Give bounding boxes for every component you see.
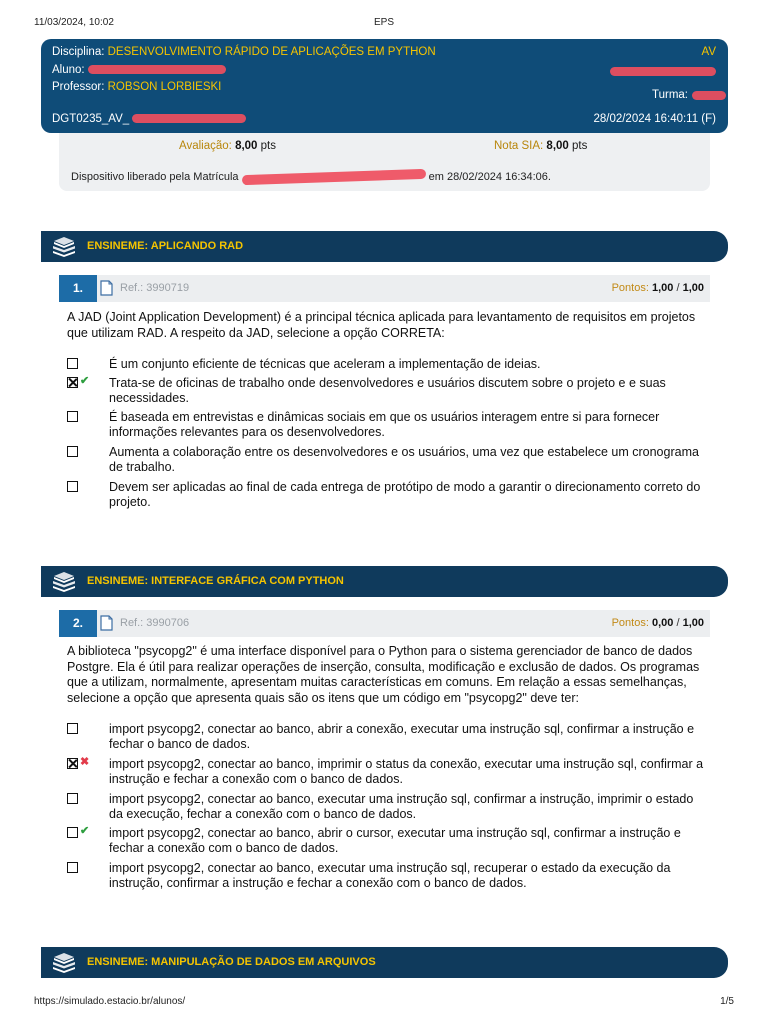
points-value: 1,00 <box>651 282 674 294</box>
exam-info-panel <box>41 39 728 133</box>
section-header <box>41 231 728 262</box>
points-value: 0,00 <box>651 617 674 629</box>
avaliacao-unit: pts <box>260 140 276 152</box>
books-icon <box>51 952 77 973</box>
question-points <box>612 617 704 629</box>
redaction-mark <box>241 169 425 185</box>
device-release-note <box>71 171 551 183</box>
question-points <box>612 282 704 294</box>
disciplina-row <box>52 46 436 58</box>
sia-score <box>494 140 587 152</box>
document-icon[interactable] <box>100 615 113 631</box>
professor-value: ROBSON LORBIESKI <box>107 81 222 93</box>
correct-check-icon: ✔ <box>80 825 90 837</box>
device-release-suffix: em 28/02/2024 16:34:06. <box>428 171 551 183</box>
avaliacao-score <box>179 140 276 152</box>
question-number: 1. <box>59 275 97 302</box>
codigo-row <box>52 113 246 125</box>
section-title: ENSINEME: APLICANDO RAD <box>87 240 244 252</box>
option-text: É um conjunto eficiente de técnicas que aceleram a implementação de ideias. <box>109 357 541 371</box>
question-text: A JAD (Joint Application Development) é a principal técnica aplicada para levantamento de requisitos em projetos que utilizam RAD. A respeito da JAD, selecione a opção CORRETA: <box>67 310 696 340</box>
sia-unit: pts <box>572 140 588 152</box>
points-max: 1,00 <box>682 282 704 294</box>
wrong-x-icon: ✖ <box>80 756 90 768</box>
device-release-prefix: Dispositivo liberado pela Matrícula <box>71 171 239 183</box>
redaction-mark <box>610 67 716 76</box>
score-panel <box>59 133 710 191</box>
codigo-value: DGT0235_AV_ <box>52 113 130 125</box>
checkbox-checked[interactable] <box>67 758 78 769</box>
section-title: ENSINEME: MANIPULAÇÃO DE DADOS EM ARQUIVOS <box>87 956 376 968</box>
option-text: import psycopg2, conectar ao banco, abrir o cursor, executar uma instrução sql, confirmar a instrução e fechar a conexão com o banco de dados. <box>109 826 681 855</box>
print-url: https://simulado.estacio.br/alunos/ <box>34 996 186 1007</box>
option-text: import psycopg2, conectar ao banco, imprimir o status da conexão, executar uma instrução sql, confirmar a instrução e fechar a conexão com o banco de dados. <box>109 757 704 786</box>
aluno-label: Aluno: <box>52 64 85 76</box>
redaction-mark <box>132 114 246 123</box>
aluno-row <box>52 64 226 76</box>
professor-label: Professor: <box>52 81 105 93</box>
sia-label: Nota SIA: <box>494 140 544 152</box>
turma-label: Turma: <box>652 89 688 101</box>
av-label: AV <box>701 46 716 58</box>
print-date: 11/03/2024, 10:02 <box>34 17 114 28</box>
section-header <box>41 566 728 597</box>
checkbox-checked[interactable] <box>67 377 78 388</box>
option-text: import psycopg2, conectar ao banco, executar uma instrução sql, recuperar o estado da execução da instrução, confirmar a instrução e fechar a conexão com o banco de dados. <box>109 861 671 890</box>
section-header <box>41 947 728 978</box>
option-text: Aumenta a colaboração entre os desenvolvedores e os usuários, uma vez que estabelece um cronograma de trabalho. <box>109 445 699 474</box>
books-icon <box>51 571 77 592</box>
option-text: Devem ser aplicadas ao final de cada entrega de protótipo de modo a garantir o direcionamento correto do projeto. <box>109 480 701 509</box>
points-max: 1,00 <box>682 617 704 629</box>
print-header <box>34 17 734 31</box>
avaliacao-value: 8,00 <box>235 140 258 152</box>
points-label: Pontos: <box>611 282 649 294</box>
avaliacao-label: Avaliação: <box>179 140 232 152</box>
section-title: ENSINEME: INTERFACE GRÁFICA COM PYTHON <box>87 575 344 587</box>
books-icon <box>51 236 77 257</box>
redaction-mark <box>88 65 226 74</box>
redaction-mark <box>692 91 726 100</box>
question-ref: Ref.: 3990706 <box>120 617 190 629</box>
sia-value: 8,00 <box>546 140 569 152</box>
checkbox[interactable] <box>67 358 78 369</box>
question-number: 2. <box>59 610 97 637</box>
checkbox[interactable] <box>67 446 78 457</box>
points-slash: / <box>676 617 680 629</box>
question-text: A biblioteca "psycopg2" é uma interface disponível para o Python para o sistema gerenciador de banco de dados Postgre. Ela é útil para realizar operações de inserção, consulta, modificação e exclusão de dados. Os programas que a utilizam, normalmente, apresentam muitas características em comuns. Em relação a essas semelhanças, selecione a opção que apresenta quais são os itens que um código em "psycopg2" deve ter: <box>67 644 700 705</box>
exam-datetime: 28/02/2024 16:40:11 (F) <box>593 113 716 125</box>
page-number: 1/5 <box>720 996 734 1007</box>
points-slash: / <box>676 282 680 294</box>
checkbox[interactable] <box>67 827 78 838</box>
print-footer <box>34 996 734 1010</box>
disciplina-label: Disciplina: <box>52 46 105 58</box>
checkbox[interactable] <box>67 723 78 734</box>
points-label: Pontos: <box>611 617 649 629</box>
document-icon[interactable] <box>100 280 113 296</box>
question-ref: Ref.: 3990719 <box>120 282 190 294</box>
option-text: import psycopg2, conectar ao banco, executar uma instrução sql, confirmar a instrução, imprimir o estado da execução, fechar a conexão com o banco de dados. <box>109 792 694 821</box>
option-text: É baseada em entrevistas e dinâmicas sociais em que os usuários interagem entre si para fornecer informações relevantes para os desenvolvedores. <box>109 410 660 439</box>
option-text: Trata-se de oficinas de trabalho onde desenvolvedores e usuários discutem sobre o projeto e e suas necessidades. <box>109 376 666 405</box>
disciplina-value: DESENVOLVIMENTO RÁPIDO DE APLICAÇÕES EM PYTHON <box>107 46 436 58</box>
checkbox[interactable] <box>67 862 78 873</box>
print-title: EPS <box>373 17 395 28</box>
turma-row <box>652 89 688 101</box>
option-text: import psycopg2, conectar ao banco, abrir a conexão, executar uma instrução sql, confirmar a instrução e fechar o banco de dados. <box>109 722 695 751</box>
question-header <box>59 610 710 637</box>
checkbox[interactable] <box>67 411 78 422</box>
correct-check-icon: ✔ <box>80 375 90 387</box>
professor-row <box>52 81 221 93</box>
checkbox[interactable] <box>67 793 78 804</box>
checkbox[interactable] <box>67 481 78 492</box>
question-header <box>59 275 710 302</box>
